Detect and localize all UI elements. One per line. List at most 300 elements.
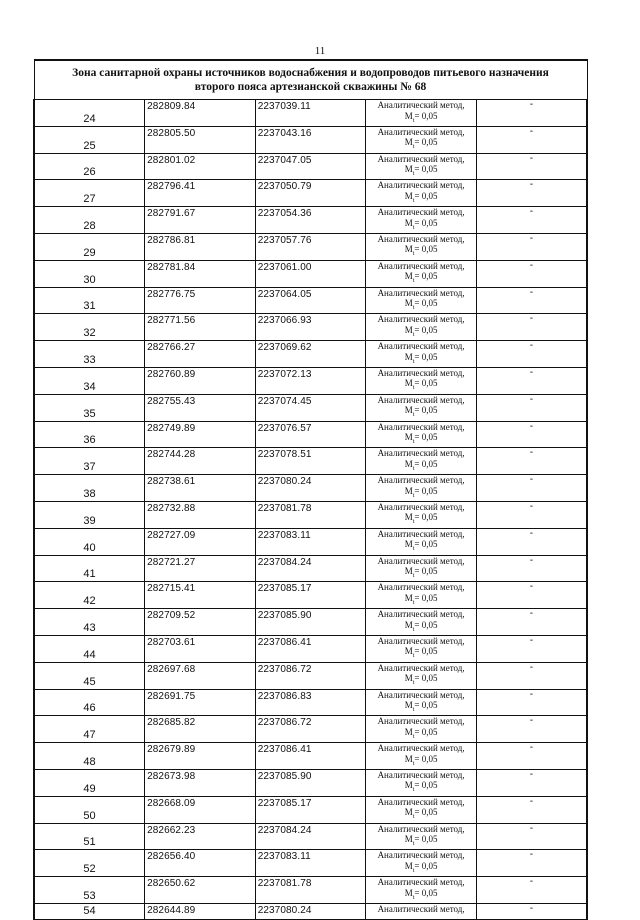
method-label: Аналитический метод, xyxy=(377,233,465,244)
x-coordinate: 282662.23 xyxy=(145,823,256,850)
accuracy-prefix: M xyxy=(404,324,413,335)
accuracy-prefix: M xyxy=(404,378,413,389)
accuracy-label xyxy=(366,646,476,661)
y-coordinate: 2237086.72 xyxy=(255,716,366,743)
method-label: Аналитический метод, xyxy=(377,394,465,405)
accuracy-value: = 0,05 xyxy=(414,405,438,416)
accuracy-value: = 0,05 xyxy=(414,244,438,255)
accuracy-subscript: t xyxy=(412,680,415,687)
y-coordinate: 2237043.16 xyxy=(255,126,366,153)
page-number: 11 xyxy=(314,45,326,57)
x-coordinate: 282715.41 xyxy=(145,582,256,609)
method-cell xyxy=(366,233,477,260)
y-coordinate: 2237050.79 xyxy=(255,180,366,207)
y-coordinate: 2237080.24 xyxy=(255,475,366,502)
accuracy-subscript: t xyxy=(412,867,415,874)
accuracy-value: = 0,05 xyxy=(414,619,438,630)
accuracy-prefix: M xyxy=(404,834,413,845)
table-row xyxy=(34,769,587,796)
x-coordinate: 282766.27 xyxy=(145,341,256,368)
method-label: Аналитический метод, xyxy=(377,448,465,459)
x-coordinate: 282650.62 xyxy=(145,877,256,904)
accuracy-value: = 0,05 xyxy=(414,646,438,657)
accuracy-label xyxy=(366,512,476,527)
accuracy-label xyxy=(366,593,476,608)
table-row xyxy=(34,367,587,394)
accuracy-label xyxy=(366,861,476,876)
dash-mark: - xyxy=(476,394,587,421)
accuracy-prefix: M xyxy=(404,566,413,577)
method-cell xyxy=(366,367,477,394)
accuracy-subscript: t xyxy=(412,304,415,311)
method-cell xyxy=(366,716,477,743)
table-row xyxy=(34,421,587,448)
accuracy-value: = 0,05 xyxy=(414,512,438,523)
accuracy-value: = 0,05 xyxy=(414,298,438,309)
table-body xyxy=(34,100,587,920)
point-number: 28 xyxy=(34,207,145,234)
accuracy-subscript: t xyxy=(412,385,415,392)
method-cell xyxy=(366,743,477,770)
method-cell xyxy=(366,207,477,234)
method-label: Аналитический метод, xyxy=(377,555,465,566)
table-row xyxy=(34,180,587,207)
dash-mark: - xyxy=(476,743,587,770)
table-row xyxy=(34,528,587,555)
accuracy-prefix: M xyxy=(404,137,413,148)
x-coordinate: 282786.81 xyxy=(145,233,256,260)
point-number: 39 xyxy=(34,501,145,528)
method-cell xyxy=(366,475,477,502)
x-coordinate: 282781.84 xyxy=(145,260,256,287)
accuracy-label xyxy=(366,834,476,849)
method-label: Аналитический метод, xyxy=(377,689,465,700)
point-number: 50 xyxy=(34,796,145,823)
accuracy-label xyxy=(366,378,476,393)
dash-mark: - xyxy=(476,528,587,555)
accuracy-subscript: t xyxy=(412,224,415,231)
method-label: Аналитический метод, xyxy=(377,367,465,378)
x-coordinate: 282703.61 xyxy=(145,635,256,662)
accuracy-value: = 0,05 xyxy=(414,834,438,845)
method-label: Аналитический метод, xyxy=(377,287,465,298)
dash-mark: - xyxy=(476,341,587,368)
accuracy-subscript: t xyxy=(412,358,415,365)
x-coordinate: 282744.28 xyxy=(145,448,256,475)
accuracy-value: = 0,05 xyxy=(414,780,438,791)
accuracy-prefix: M xyxy=(404,190,413,201)
accuracy-subscript: t xyxy=(412,894,415,901)
accuracy-value: = 0,05 xyxy=(414,137,438,148)
accuracy-label xyxy=(366,727,476,742)
point-number: 42 xyxy=(34,582,145,609)
table-title-line2: второго пояса артезианской скважины № 68 xyxy=(194,81,427,93)
method-label: Аналитический метод, xyxy=(377,180,465,191)
point-number: 26 xyxy=(34,153,145,180)
y-coordinate: 2237039.11 xyxy=(255,100,366,127)
point-number: 29 xyxy=(34,233,145,260)
point-number: 31 xyxy=(34,287,145,314)
dash-mark: - xyxy=(476,716,587,743)
y-coordinate: 2237085.90 xyxy=(255,769,366,796)
accuracy-subscript: t xyxy=(412,814,415,821)
x-coordinate: 282656.40 xyxy=(145,850,256,877)
dash-mark: - xyxy=(476,153,587,180)
point-number: 43 xyxy=(34,609,145,636)
coordinates-table xyxy=(33,59,588,920)
accuracy-subscript: t xyxy=(412,599,415,606)
dash-mark: - xyxy=(476,662,587,689)
x-coordinate: 282709.52 xyxy=(145,609,256,636)
accuracy-label xyxy=(366,807,476,822)
method-label: Аналитический метод, xyxy=(377,341,465,352)
accuracy-label xyxy=(366,754,476,769)
point-number: 27 xyxy=(34,180,145,207)
accuracy-value: = 0,05 xyxy=(414,592,438,603)
accuracy-value: = 0,05 xyxy=(414,432,438,443)
accuracy-prefix: M xyxy=(404,539,413,550)
y-coordinate: 2237072.13 xyxy=(255,367,366,394)
x-coordinate: 282673.98 xyxy=(145,769,256,796)
accuracy-value: = 0,05 xyxy=(414,566,438,577)
dash-mark: - xyxy=(476,126,587,153)
accuracy-subscript: t xyxy=(412,787,415,794)
accuracy-label xyxy=(366,432,476,447)
point-number: 36 xyxy=(34,421,145,448)
x-coordinate: 282738.61 xyxy=(145,475,256,502)
accuracy-label xyxy=(366,405,476,420)
method-cell xyxy=(366,394,477,421)
y-coordinate: 2237080.24 xyxy=(255,903,366,919)
method-cell xyxy=(366,421,477,448)
dash-mark: - xyxy=(476,421,587,448)
point-number: 25 xyxy=(34,126,145,153)
y-coordinate: 2237069.62 xyxy=(255,341,366,368)
y-coordinate: 2237078.51 xyxy=(255,448,366,475)
y-coordinate: 2237084.24 xyxy=(255,823,366,850)
x-coordinate: 282685.82 xyxy=(145,716,256,743)
table-row xyxy=(34,716,587,743)
accuracy-subscript: t xyxy=(412,197,415,204)
point-number: 40 xyxy=(34,528,145,555)
accuracy-prefix: M xyxy=(404,726,413,737)
y-coordinate: 2237057.76 xyxy=(255,233,366,260)
accuracy-subscript: t xyxy=(412,412,415,419)
dash-mark: - xyxy=(476,501,587,528)
dash-mark: - xyxy=(476,367,587,394)
accuracy-value: = 0,05 xyxy=(414,190,438,201)
accuracy-value: = 0,05 xyxy=(414,860,438,871)
table-row xyxy=(34,233,587,260)
accuracy-prefix: M xyxy=(404,673,413,684)
table-row xyxy=(34,394,587,421)
method-cell xyxy=(366,850,477,877)
table-row xyxy=(34,153,587,180)
method-cell xyxy=(366,341,477,368)
accuracy-prefix: M xyxy=(404,298,413,309)
table-row xyxy=(34,314,587,341)
accuracy-value: = 0,05 xyxy=(414,485,438,496)
y-coordinate: 2237086.83 xyxy=(255,689,366,716)
method-label: Аналитический метод, xyxy=(377,207,465,218)
table-row xyxy=(34,796,587,823)
y-coordinate: 2237061.00 xyxy=(255,260,366,287)
x-coordinate: 282727.09 xyxy=(145,528,256,555)
dash-mark: - xyxy=(476,260,587,287)
point-number: 54 xyxy=(34,903,145,919)
dash-mark: - xyxy=(476,609,587,636)
table-row xyxy=(34,743,587,770)
method-cell xyxy=(366,582,477,609)
accuracy-subscript: t xyxy=(412,170,415,177)
table-row xyxy=(34,582,587,609)
accuracy-value: = 0,05 xyxy=(414,324,438,335)
dash-mark: - xyxy=(476,769,587,796)
point-number: 46 xyxy=(34,689,145,716)
accuracy-prefix: M xyxy=(404,700,413,711)
x-coordinate: 282760.89 xyxy=(145,367,256,394)
dash-mark: - xyxy=(476,823,587,850)
point-number: 49 xyxy=(34,769,145,796)
accuracy-prefix: M xyxy=(404,619,413,630)
method-cell xyxy=(366,555,477,582)
accuracy-subscript: t xyxy=(412,144,415,151)
accuracy-prefix: M xyxy=(404,458,413,469)
accuracy-label xyxy=(366,352,476,367)
point-number: 47 xyxy=(34,716,145,743)
method-label: Аналитический метод, xyxy=(377,609,465,620)
method-label: Аналитический метод, xyxy=(377,877,465,888)
accuracy-subscript: t xyxy=(412,278,415,285)
point-number: 35 xyxy=(34,394,145,421)
accuracy-subscript: t xyxy=(412,519,415,526)
x-coordinate: 282691.75 xyxy=(145,689,256,716)
method-cell xyxy=(366,635,477,662)
point-number: 44 xyxy=(34,635,145,662)
x-coordinate: 282809.84 xyxy=(145,100,256,127)
accuracy-prefix: M xyxy=(404,271,413,282)
y-coordinate: 2237081.78 xyxy=(255,501,366,528)
method-label: Аналитический метод, xyxy=(377,823,465,834)
method-label: Аналитический метод, xyxy=(377,314,465,325)
accuracy-subscript: t xyxy=(412,653,415,660)
method-label: Аналитический метод, xyxy=(377,769,465,780)
accuracy-value: = 0,05 xyxy=(414,539,438,550)
method-label: Аналитический метод, xyxy=(377,475,465,486)
method-cell: Аналитический метод, xyxy=(366,903,477,919)
dash-mark: - xyxy=(476,555,587,582)
method-label: Аналитический метод, xyxy=(377,126,465,137)
table-row xyxy=(34,100,587,127)
dash-mark: - xyxy=(476,448,587,475)
y-coordinate: 2237083.11 xyxy=(255,850,366,877)
y-coordinate: 2237086.41 xyxy=(255,635,366,662)
accuracy-label xyxy=(366,459,476,474)
method-cell xyxy=(366,528,477,555)
x-coordinate: 282721.27 xyxy=(145,555,256,582)
accuracy-prefix: M xyxy=(404,860,413,871)
method-cell xyxy=(366,662,477,689)
dash-mark: - xyxy=(476,180,587,207)
table-row xyxy=(34,341,587,368)
accuracy-prefix: M xyxy=(404,485,413,496)
y-coordinate: 2237076.57 xyxy=(255,421,366,448)
x-coordinate: 282644.89 xyxy=(145,903,256,919)
accuracy-value: = 0,05 xyxy=(414,271,438,282)
accuracy-label xyxy=(366,539,476,554)
table-row xyxy=(34,475,587,502)
accuracy-label xyxy=(366,780,476,795)
method-cell xyxy=(366,769,477,796)
y-coordinate: 2237086.72 xyxy=(255,662,366,689)
accuracy-value: = 0,05 xyxy=(414,458,438,469)
point-number: 37 xyxy=(34,448,145,475)
table-row xyxy=(34,260,587,287)
accuracy-prefix: M xyxy=(404,780,413,791)
method-cell xyxy=(366,287,477,314)
y-coordinate: 2237083.11 xyxy=(255,528,366,555)
point-number: 48 xyxy=(34,743,145,770)
accuracy-prefix: M xyxy=(404,592,413,603)
method-label: Аналитический метод, xyxy=(377,662,465,673)
table-title-line1: Зона санитарной охраны источников водоснабжения и водопроводов питьевого назначения xyxy=(72,67,549,79)
accuracy-value: = 0,05 xyxy=(414,351,438,362)
accuracy-label xyxy=(366,620,476,635)
method-cell xyxy=(366,100,477,127)
method-label: Аналитический метод, xyxy=(377,100,465,110)
accuracy-prefix: M xyxy=(404,432,413,443)
method-label: Аналитический метод, xyxy=(377,716,465,727)
dash-mark: - xyxy=(476,796,587,823)
accuracy-prefix: M xyxy=(404,217,413,228)
method-cell xyxy=(366,180,477,207)
y-coordinate: 2237074.45 xyxy=(255,394,366,421)
accuracy-subscript: t xyxy=(412,331,415,338)
accuracy-prefix: M xyxy=(404,244,413,255)
dash-mark: - xyxy=(476,850,587,877)
method-label: Аналитический метод, xyxy=(377,260,465,271)
accuracy-subscript: t xyxy=(412,733,415,740)
accuracy-subscript: t xyxy=(412,840,415,847)
y-coordinate: 2237054.36 xyxy=(255,207,366,234)
x-coordinate: 282755.43 xyxy=(145,394,256,421)
table-row xyxy=(34,635,587,662)
accuracy-subscript: t xyxy=(412,706,415,713)
point-number: 52 xyxy=(34,850,145,877)
x-coordinate: 282805.50 xyxy=(145,126,256,153)
x-coordinate: 282791.67 xyxy=(145,207,256,234)
method-cell xyxy=(366,823,477,850)
dash-mark: - xyxy=(476,314,587,341)
accuracy-label xyxy=(366,298,476,313)
table-row xyxy=(34,207,587,234)
accuracy-label xyxy=(366,566,476,581)
dash-mark: - xyxy=(476,689,587,716)
table-row xyxy=(34,850,587,877)
method-label: Аналитический метод, xyxy=(377,153,465,164)
x-coordinate: 282679.89 xyxy=(145,743,256,770)
x-coordinate: 282732.88 xyxy=(145,501,256,528)
method-cell xyxy=(366,689,477,716)
accuracy-value: = 0,05 xyxy=(414,673,438,684)
table-row xyxy=(34,501,587,528)
table-row xyxy=(34,126,587,153)
point-number: 33 xyxy=(34,341,145,368)
accuracy-subscript: t xyxy=(412,492,415,499)
accuracy-value: = 0,05 xyxy=(414,217,438,228)
y-coordinate: 2237081.78 xyxy=(255,877,366,904)
accuracy-label xyxy=(366,486,476,501)
accuracy-subscript: t xyxy=(412,546,415,553)
x-coordinate: 282668.09 xyxy=(145,796,256,823)
accuracy-prefix: M xyxy=(404,164,413,175)
accuracy-subscript: t xyxy=(412,117,415,124)
accuracy-prefix: M xyxy=(404,110,413,121)
method-label: Аналитический метод, xyxy=(377,582,465,593)
method-cell xyxy=(366,609,477,636)
method-label: Аналитический метод, xyxy=(377,743,465,754)
point-number: 24 xyxy=(34,100,145,127)
y-coordinate: 2237047.05 xyxy=(255,153,366,180)
y-coordinate: 2237064.05 xyxy=(255,287,366,314)
accuracy-prefix: M xyxy=(404,405,413,416)
method-label: Аналитический метод, xyxy=(377,421,465,432)
y-coordinate: 2237066.93 xyxy=(255,314,366,341)
method-cell xyxy=(366,501,477,528)
point-number: 30 xyxy=(34,260,145,287)
method-label: Аналитический метод, xyxy=(377,635,465,646)
accuracy-prefix: M xyxy=(404,753,413,764)
accuracy-value: = 0,05 xyxy=(414,726,438,737)
dash-mark: - xyxy=(476,100,587,127)
accuracy-label xyxy=(366,111,476,126)
accuracy-label xyxy=(366,673,476,688)
x-coordinate: 282801.02 xyxy=(145,153,256,180)
accuracy-label xyxy=(366,271,476,286)
accuracy-label xyxy=(366,244,476,259)
x-coordinate: 282796.41 xyxy=(145,180,256,207)
table-row xyxy=(34,448,587,475)
x-coordinate: 282697.68 xyxy=(145,662,256,689)
point-number: 32 xyxy=(34,314,145,341)
dash-mark: - xyxy=(476,582,587,609)
accuracy-subscript: t xyxy=(412,251,415,258)
method-label: Аналитический метод, xyxy=(377,796,465,807)
point-number: 41 xyxy=(34,555,145,582)
accuracy-label xyxy=(366,137,476,152)
dash-mark: - xyxy=(476,635,587,662)
dash-mark: - xyxy=(476,207,587,234)
table-row xyxy=(34,903,587,919)
accuracy-prefix: M xyxy=(404,351,413,362)
accuracy-prefix: M xyxy=(404,512,413,523)
accuracy-subscript: t xyxy=(412,465,415,472)
accuracy-value: = 0,05 xyxy=(414,807,438,818)
point-number: 38 xyxy=(34,475,145,502)
accuracy-label xyxy=(366,325,476,340)
accuracy-prefix: M xyxy=(404,807,413,818)
method-cell xyxy=(366,796,477,823)
x-coordinate: 282776.75 xyxy=(145,287,256,314)
accuracy-prefix: M xyxy=(404,646,413,657)
dash-mark: - xyxy=(476,287,587,314)
table-row xyxy=(34,555,587,582)
accuracy-value: = 0,05 xyxy=(414,753,438,764)
point-number: 53 xyxy=(34,877,145,904)
table-title xyxy=(34,60,587,100)
accuracy-prefix: M xyxy=(404,887,413,898)
method-cell xyxy=(366,126,477,153)
